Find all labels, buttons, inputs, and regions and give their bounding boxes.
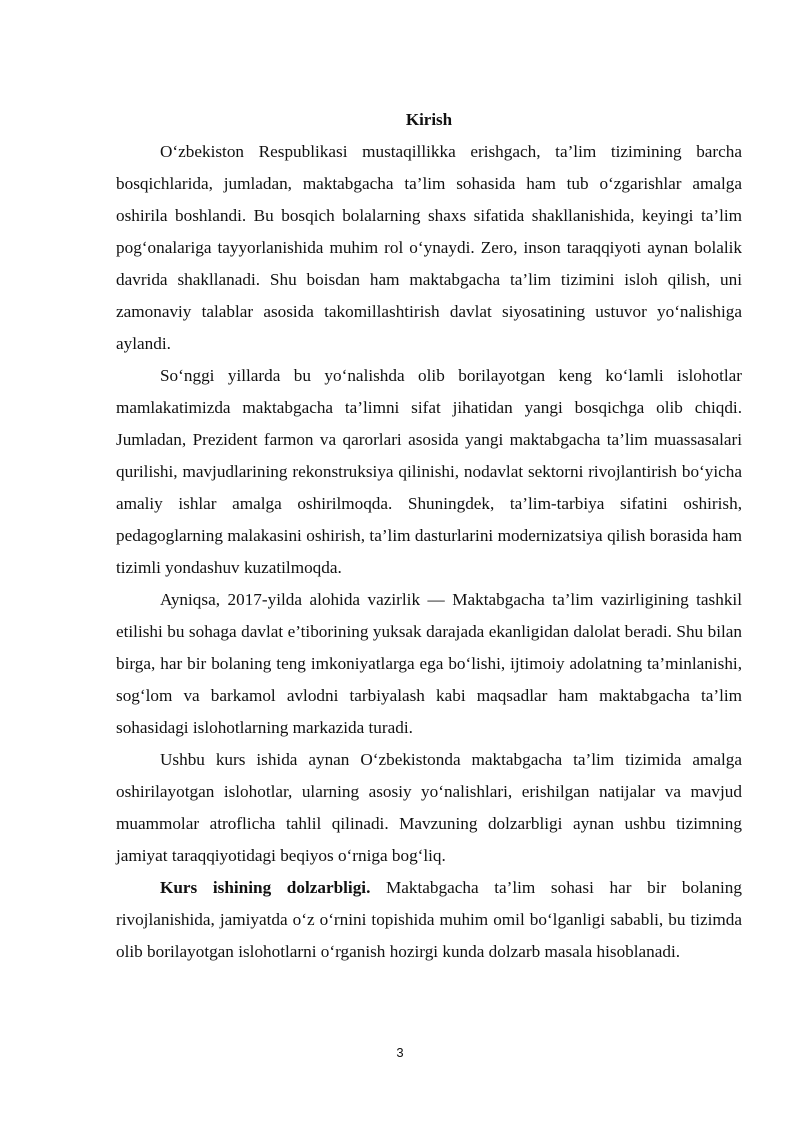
page-number: 3 xyxy=(396,1045,404,1060)
section-heading: Kirish xyxy=(405,110,453,129)
paragraph-3 xyxy=(116,584,742,744)
paragraph-text: So‘nggi yillarda bu yo‘nalishda olib borilayotgan keng ko‘lamli islohotlar mamlakatimizda maktabgacha ta’limni sifat jihatidan yangi bosqichga olib chiqdi. Jumladan, Prezident farmon va qarorlari asosida yangi maktabgacha ta’lim muassasalari qurilishi, mavjudlarining rekonstruksiya qilinishi, nodavlat sektorni rivojlantirish bo‘yicha amaliy ishlar amalga oshirilmoqda. Shuningdek, ta’lim-tarbiya sifatini oshirish, pedagoglarning malakasini oshirish, ta’lim dasturlarini modernizatsiya qilish borasida ham tizimli yondashuv kuzatilmoqda. xyxy=(116,366,742,577)
paragraph-4 xyxy=(116,744,742,872)
document-page xyxy=(116,108,742,968)
paragraph-5 xyxy=(116,872,742,968)
paragraph-text: Ushbu kurs ishida aynan O‘zbekistonda maktabgacha ta’lim tizimida amalga oshirilayotgan islohotlar, ularning asosiy yo‘nalishlari, erishilgan natijalar va mavjud muammolar atroflicha tahlil qilinadi. Mavzuning dolzarbligi aynan ushbu tizimning jamiyat taraqqiyotidagi beqiyos o‘rniga bog‘liq. xyxy=(116,750,742,865)
paragraph-text: O‘zbekiston Respublikasi mustaqillikka erishgach, ta’lim tizimining barcha bosqichlarida, jumladan, maktabgacha ta’lim sohasida ham tub o‘zgarishlar amalga oshirila boshlandi. Bu bosqich bolalarning shaxs sifatida shakllanishida, keyingi ta’lim pog‘onalariga tayyorlanishida muhim rol o‘ynaydi. Zero, inson taraqqiyoti aynan bolalik davrida shakllanadi. Shu boisdan ham maktabgacha ta’lim tizimini isloh qilish, uni zamonaviy talablar asosida takomillashtirish davlat siyosatining ustuvor yo‘nalishiga aylandi. xyxy=(116,142,742,353)
paragraph-2 xyxy=(116,360,742,584)
paragraph-text: Maktabgacha ta’lim sohasi har bir bolaning rivojlanishida, jamiyatda o‘z o‘rnini topishida muhim omil bo‘lganligi sababli, bu tizimda olib borilayotgan islohotlarni o‘rganish hozirgi kunda dolzarb masala hisoblanadi. xyxy=(116,878,742,961)
paragraph-lead-bold: Kurs ishining dolzarbligi. xyxy=(160,878,371,897)
paragraph-text: Ayniqsa, 2017-yilda alohida vazirlik — Maktabgacha ta’lim vazirligining tashkil etilishi bu sohaga davlat e’tiborining yuksak darajada ekanligidan dalolat beradi. Shu bilan birga, har bir bolaning teng imkoniyatlarga ega bo‘lishi, ijtimoiy adolatning ta’minlanishi, sog‘lom va barkamol avlodni tarbiyalash kabi maqsadlar ham maktabgacha ta’lim sohasidagi islohotlarning markazida turadi. xyxy=(116,590,742,737)
paragraph-1 xyxy=(116,136,742,360)
